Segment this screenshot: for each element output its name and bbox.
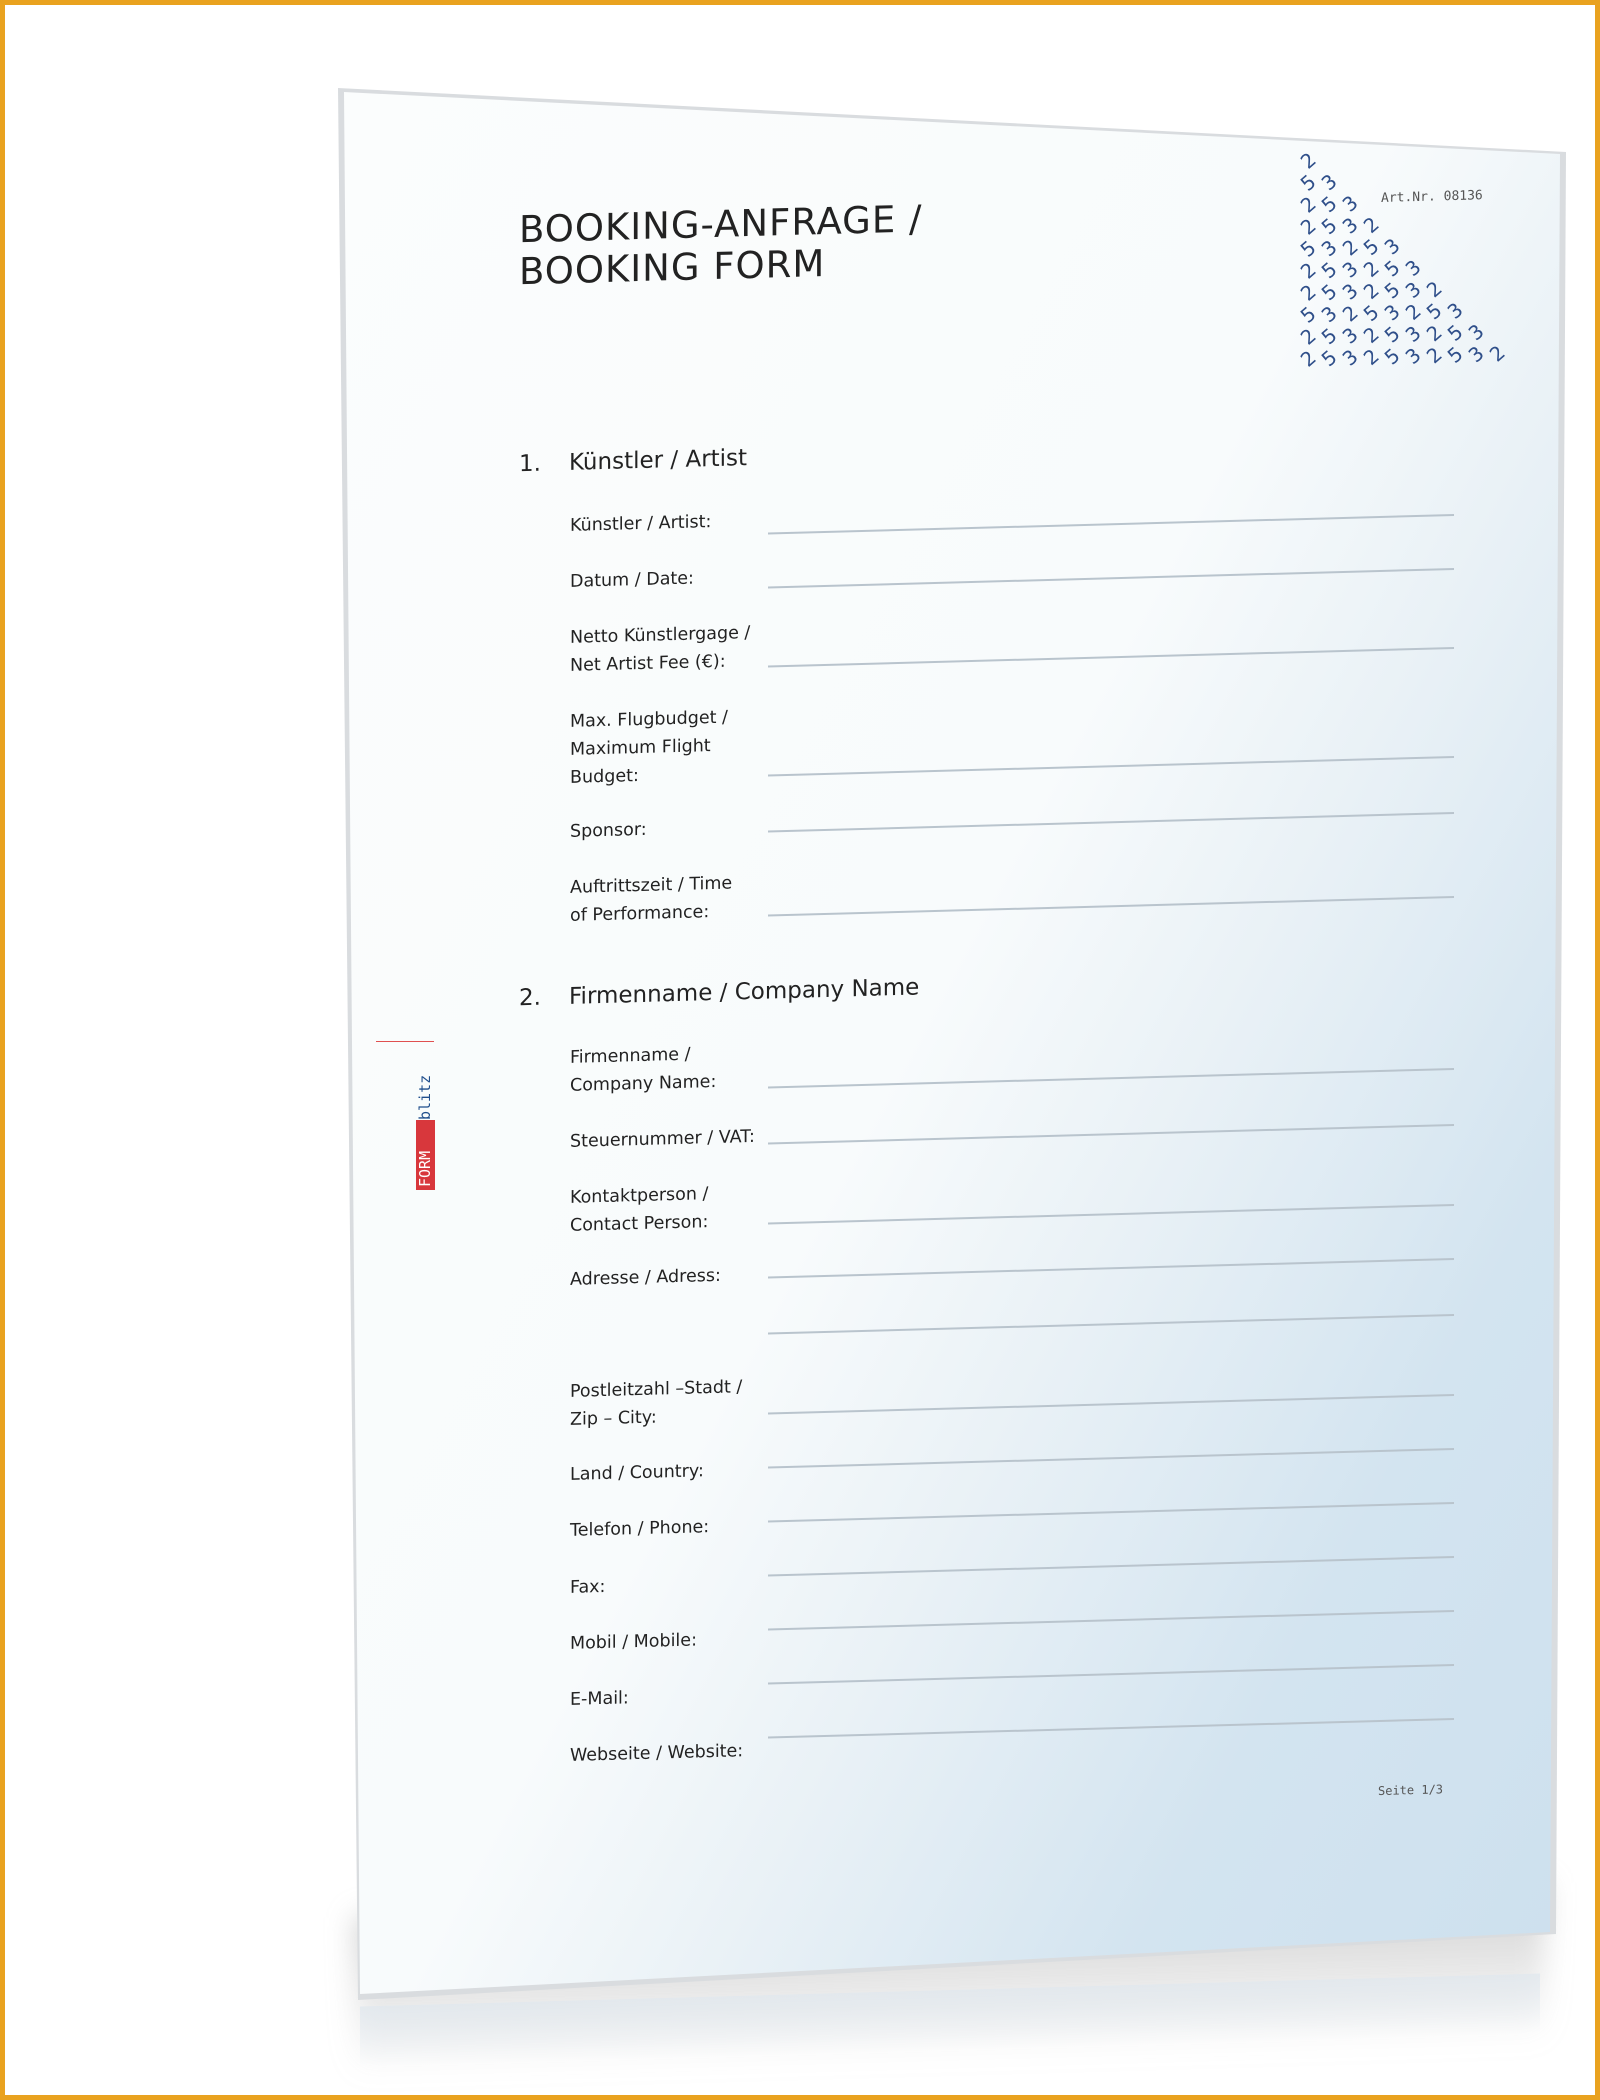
field-label-net-fee: Netto Künstlergage / Net Artist Fee (€): [570, 623, 751, 676]
pattern-glyph: 5 [1295, 235, 1321, 262]
pattern-glyph: 3 [1400, 342, 1426, 369]
page-number: Seite 1/3 [1378, 1782, 1444, 1799]
pattern-glyph: 3 [1379, 233, 1405, 260]
field-label-performance-time: Auftrittszeit / Time of Performance: [570, 873, 733, 926]
field-line-fax[interactable] [768, 1556, 1454, 1577]
pattern-glyph: 3 [1400, 320, 1426, 347]
pattern-glyph: 2 [1295, 191, 1321, 218]
field-label-fax: Fax: [570, 1576, 606, 1598]
pattern-glyph: 2 [1295, 147, 1321, 174]
pattern-glyph: 5 [1316, 191, 1342, 218]
pattern-glyph: 3 [1463, 319, 1489, 346]
pattern-glyph: 3 [1337, 212, 1363, 239]
pattern-glyph: 2 [1421, 276, 1447, 303]
field-line-mobile[interactable] [768, 1610, 1454, 1631]
pattern-glyph: 3 [1337, 278, 1363, 305]
pattern-glyph: 2 [1295, 257, 1321, 284]
pattern-glyph: 3 [1337, 322, 1363, 349]
section-2-title: Firmenname / Company Name [569, 974, 920, 1010]
pattern-glyph: 5 [1379, 321, 1405, 348]
title-line-1: BOOKING-ANFRAGE / [519, 197, 923, 252]
pattern-glyph: 3 [1337, 256, 1363, 283]
field-line-phone[interactable] [768, 1502, 1454, 1523]
pattern-glyph: 3 [1442, 297, 1468, 324]
field-line-website[interactable] [768, 1718, 1454, 1739]
pattern-glyph: 2 [1358, 255, 1384, 282]
field-line-address[interactable] [768, 1258, 1454, 1279]
field-label-address: Adresse / Adress: [570, 1265, 721, 1290]
logo-blitz-text: blitz [416, 1074, 434, 1120]
pattern-glyph: 5 [1379, 255, 1405, 282]
field-label-website: Webseite / Website: [570, 1741, 744, 1766]
formblitz-logo [376, 1040, 436, 1190]
pattern-glyph: 2 [1295, 345, 1321, 372]
title-line-2: BOOKING FORM [519, 241, 826, 294]
pattern-glyph: 5 [1442, 341, 1468, 368]
pattern-glyph: 5 [1316, 213, 1342, 240]
pattern-glyph: 5 [1295, 169, 1321, 196]
field-label-vat: Steuernummer / VAT: [570, 1126, 755, 1152]
pattern-glyph: 3 [1316, 235, 1342, 262]
field-label-artist: Künstler / Artist: [570, 512, 712, 536]
field-line-artist[interactable] [768, 514, 1454, 535]
field-label-mobile: Mobil / Mobile: [570, 1630, 697, 1654]
field-line-zip-city[interactable] [768, 1394, 1454, 1415]
field-line-address-2[interactable] [768, 1314, 1454, 1335]
pattern-glyph: 3 [1379, 299, 1405, 326]
field-label-phone: Telefon / Phone: [570, 1517, 710, 1541]
document-content [344, 59, 1560, 1994]
pattern-glyph: 2 [1421, 320, 1447, 347]
field-line-performance-time[interactable] [768, 896, 1454, 917]
field-label-contact-person: Kontaktperson / Contact Person: [570, 1184, 709, 1236]
pattern-glyph: 2 [1421, 342, 1447, 369]
section-2-number: 2. [519, 984, 541, 1012]
pattern-glyph: 2 [1337, 300, 1363, 327]
field-label-date: Datum / Date: [570, 568, 694, 592]
field-line-email[interactable] [768, 1664, 1454, 1685]
pattern-glyph: 5 [1379, 343, 1405, 370]
pattern-glyph: 5 [1316, 323, 1342, 350]
pattern-glyph: 2 [1295, 213, 1321, 240]
pattern-glyph: 5 [1442, 319, 1468, 346]
field-line-date[interactable] [768, 568, 1454, 589]
field-line-flight-budget[interactable] [768, 756, 1454, 777]
article-number: Art.Nr. 08136 [1381, 188, 1483, 206]
field-line-country[interactable] [768, 1448, 1454, 1469]
field-line-contact-person[interactable] [768, 1204, 1454, 1225]
decorative-pattern [1295, 147, 1520, 384]
field-line-net-fee[interactable] [768, 647, 1454, 668]
field-label-sponsor: Sponsor: [570, 819, 647, 842]
pattern-glyph: 3 [1463, 341, 1489, 368]
field-label-flight-budget: Max. Flugbudget / Maximum Flight Budget: [570, 707, 728, 788]
pattern-glyph: 2 [1358, 211, 1384, 238]
pattern-glyph: 5 [1358, 233, 1384, 260]
pattern-glyph: 2 [1295, 323, 1321, 350]
pattern-glyph: 3 [1316, 169, 1342, 196]
pattern-glyph: 5 [1295, 301, 1321, 328]
pattern-glyph: 2 [1358, 343, 1384, 370]
field-line-vat[interactable] [768, 1124, 1454, 1145]
field-line-sponsor[interactable] [768, 812, 1454, 833]
pattern-glyph: 5 [1316, 257, 1342, 284]
field-label-zip-city: Postleitzahl –Stadt / Zip – City: [570, 1377, 743, 1430]
pattern-glyph: 2 [1337, 234, 1363, 261]
pattern-glyph: 3 [1316, 301, 1342, 328]
pattern-glyph: 3 [1337, 344, 1363, 371]
document-title [519, 198, 922, 293]
pattern-glyph: 5 [1316, 279, 1342, 306]
section-1-number: 1. [519, 450, 541, 478]
pattern-glyph: 3 [1400, 276, 1426, 303]
field-line-company-name[interactable] [768, 1068, 1454, 1089]
pattern-glyph: 2 [1295, 279, 1321, 306]
pattern-glyph: 3 [1337, 190, 1363, 217]
pattern-glyph: 2 [1358, 321, 1384, 348]
pattern-glyph: 2 [1400, 298, 1426, 325]
pattern-glyph: 5 [1379, 277, 1405, 304]
field-label-country: Land / Country: [570, 1461, 704, 1485]
pattern-glyph: 5 [1316, 345, 1342, 372]
field-label-email: E-Mail: [570, 1688, 629, 1710]
logo-form-text: FORM [416, 1150, 434, 1187]
pattern-glyph: 2 [1484, 340, 1510, 367]
pattern-glyph: 5 [1421, 298, 1447, 325]
pattern-glyph: 3 [1400, 254, 1426, 281]
pattern-glyph: 5 [1358, 299, 1384, 326]
pattern-glyph: 2 [1358, 277, 1384, 304]
field-label-company-name: Firmenname / Company Name: [570, 1044, 717, 1096]
section-1-title: Künstler / Artist [569, 445, 748, 476]
